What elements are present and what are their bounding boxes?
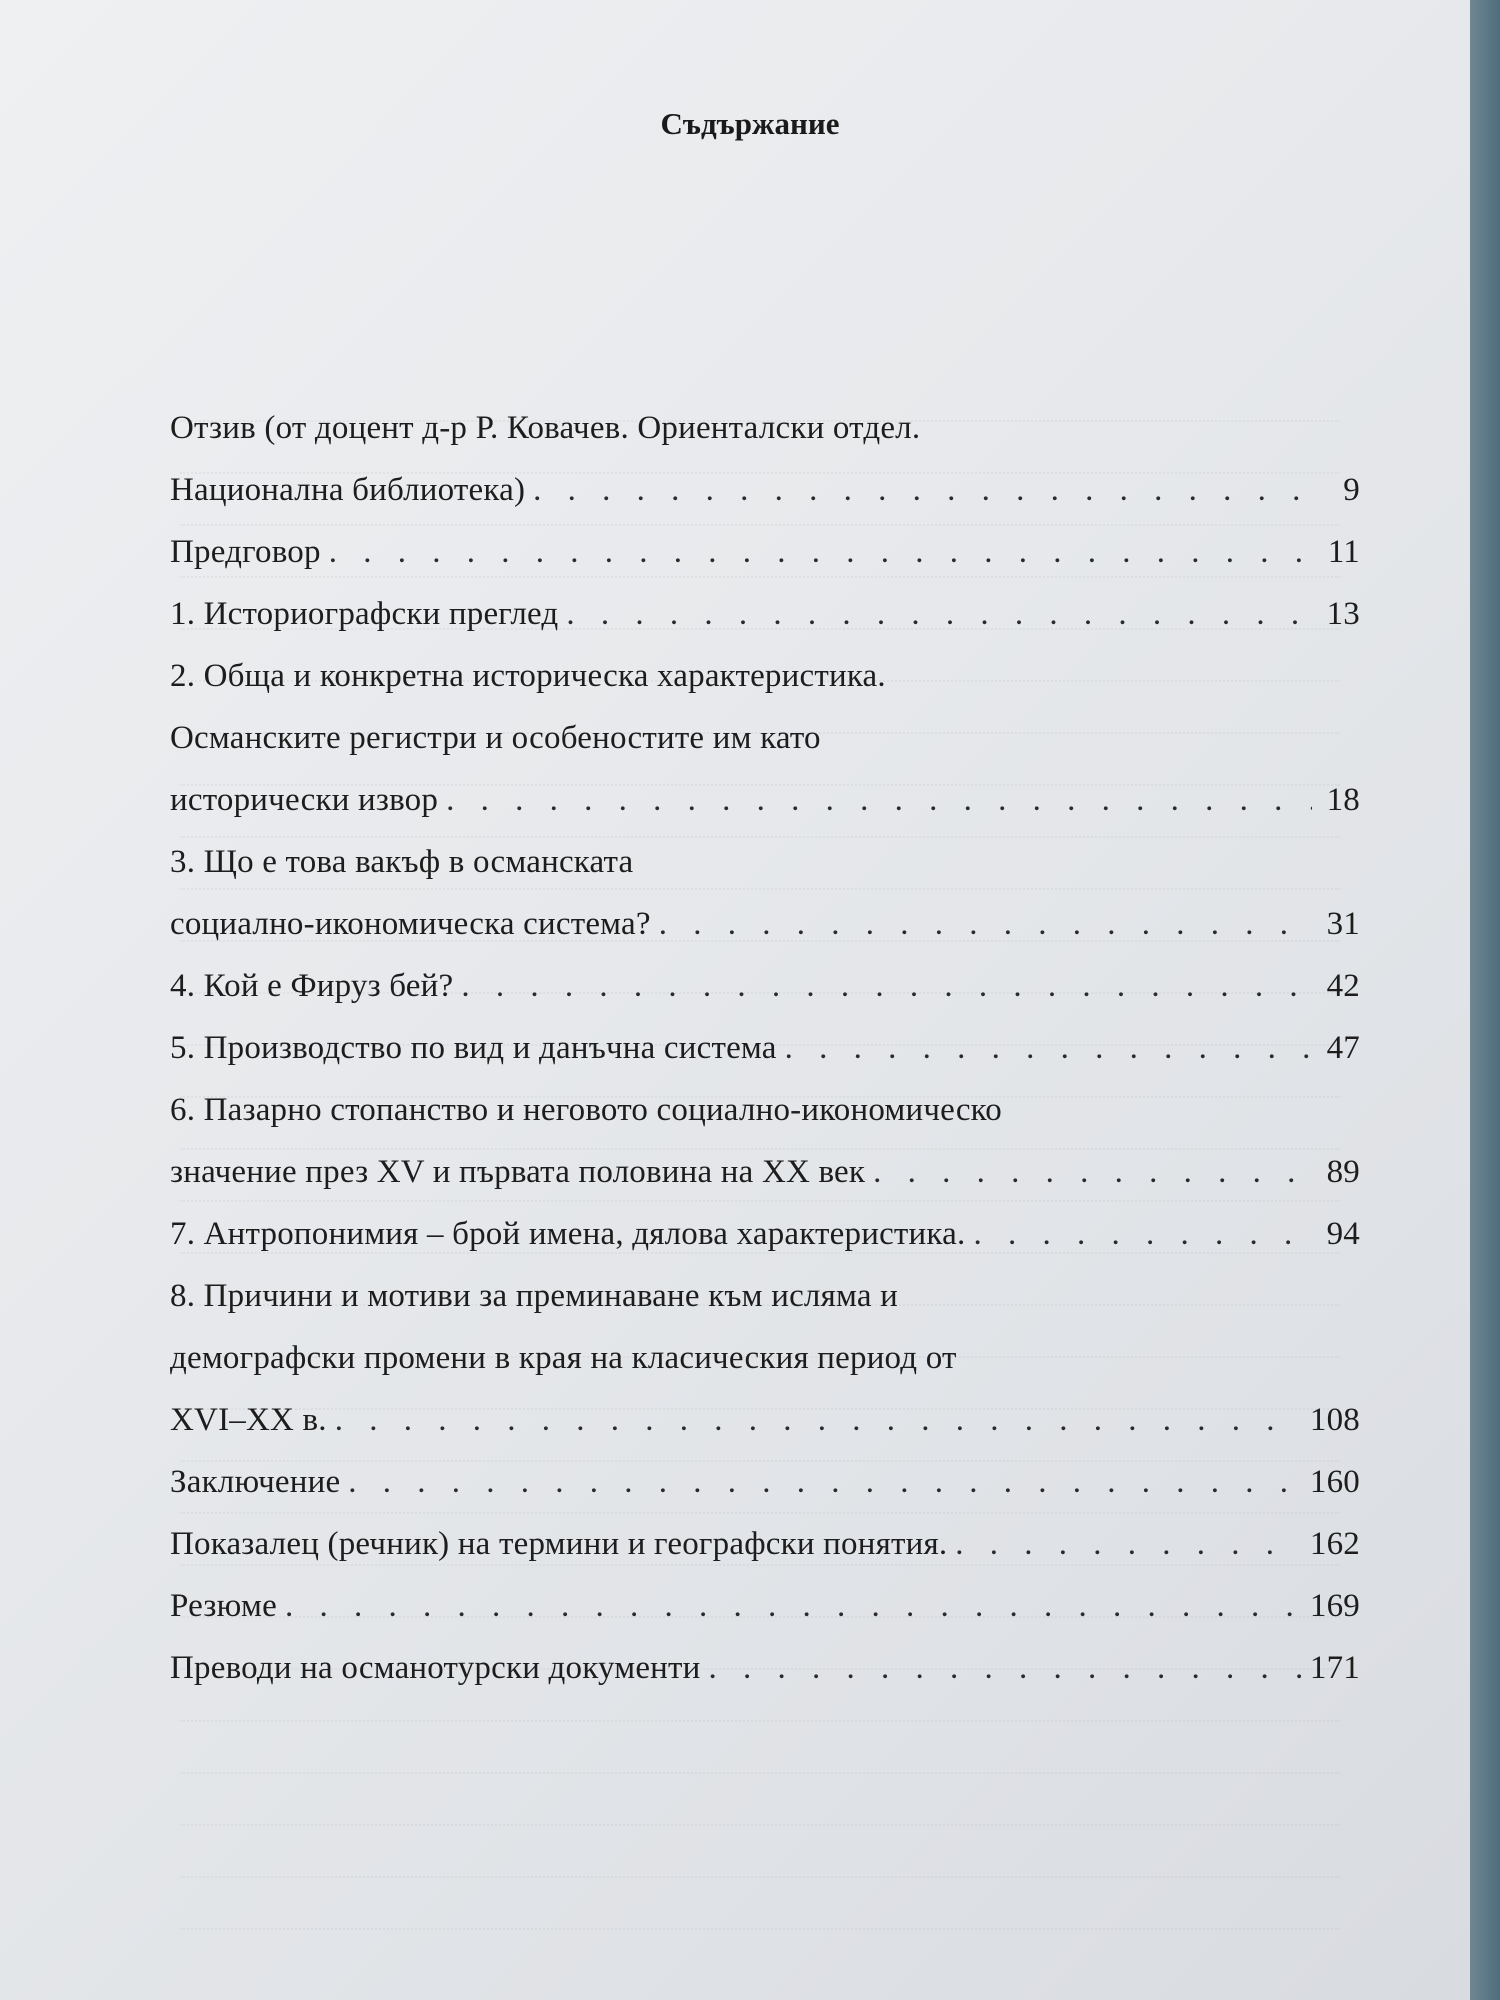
toc-entry-text: 5. Производство по вид и данъчна система bbox=[170, 1030, 777, 1066]
toc-entry-page: 160 bbox=[1309, 1464, 1360, 1500]
show-through-line bbox=[180, 1908, 1340, 1930]
toc-entry bbox=[170, 1464, 1360, 1526]
book-edge bbox=[1470, 0, 1500, 2000]
toc-entry-page: 108 bbox=[1309, 1402, 1360, 1438]
toc-entry bbox=[170, 1402, 1360, 1464]
toc-entry-text: 6. Пазарно стопанство и неговото социално-икономическо bbox=[170, 1092, 1002, 1128]
toc-entry-text: значение през XV и първата половина на XX век bbox=[170, 1154, 866, 1190]
toc-entry-text: Предговор bbox=[170, 534, 321, 570]
toc-entry bbox=[170, 844, 1360, 906]
toc-entry-page: 42 bbox=[1326, 968, 1360, 1004]
show-through-line bbox=[180, 1752, 1340, 1774]
toc-entry bbox=[170, 1588, 1360, 1650]
dot-leader bbox=[329, 534, 1312, 571]
toc-entry-text: 4. Кой е Фируз бей? bbox=[170, 968, 454, 1004]
toc-entry bbox=[170, 968, 1360, 1030]
toc-entry-page: 94 bbox=[1326, 1216, 1360, 1252]
toc-entry-page: 13 bbox=[1326, 596, 1360, 632]
toc-entry bbox=[170, 906, 1360, 968]
page-title: Съдържание bbox=[660, 106, 840, 141]
table-of-contents bbox=[170, 410, 1360, 1712]
dot-leader bbox=[955, 1526, 1302, 1563]
dot-leader bbox=[348, 1464, 1302, 1501]
dot-leader bbox=[446, 782, 1312, 819]
dot-leader bbox=[973, 1216, 1312, 1253]
dot-leader bbox=[785, 1030, 1312, 1067]
toc-entry-text: 1. Историографски преглед bbox=[170, 596, 559, 632]
toc-entry-text: 7. Антропонимия – брой имена, дялова характеристика. bbox=[170, 1216, 966, 1252]
toc-entry-text: XVI–XX в. bbox=[170, 1402, 327, 1438]
toc-entry-text: исторически извор bbox=[170, 782, 439, 818]
toc-entry-text: 2. Обща и конкретна историческа характеристика. bbox=[170, 658, 886, 694]
dot-leader bbox=[659, 906, 1312, 943]
toc-entry-text: демографски промени в края на класическия период от bbox=[170, 1340, 957, 1376]
toc-entry bbox=[170, 1340, 1360, 1402]
dot-leader bbox=[533, 472, 1312, 509]
show-through-line bbox=[180, 1856, 1340, 1878]
toc-entry bbox=[170, 596, 1360, 658]
toc-entry-text: Отзив (от доцент д-р Р. Ковачев. Ориенталски отдел. bbox=[170, 410, 921, 446]
toc-entry-text: Преводи на османотурски документи bbox=[170, 1650, 701, 1686]
toc-entry-page: 171 bbox=[1309, 1650, 1360, 1686]
toc-entry bbox=[170, 720, 1360, 782]
toc-entry bbox=[170, 410, 1360, 472]
toc-entry bbox=[170, 1030, 1360, 1092]
toc-entry-page: 11 bbox=[1327, 534, 1360, 570]
dot-leader bbox=[709, 1650, 1302, 1687]
dot-leader bbox=[873, 1154, 1312, 1191]
toc-entry-text: Национална библиотека) bbox=[170, 472, 526, 508]
toc-entry-text: Показалец (речник) на термини и географски понятия. bbox=[170, 1526, 948, 1562]
dot-leader bbox=[335, 1402, 1302, 1439]
toc-entry bbox=[170, 472, 1360, 534]
toc-entry-text: 3. Що е това вакъф в османската bbox=[170, 844, 634, 880]
toc-entry-page: 89 bbox=[1326, 1154, 1360, 1190]
toc-entry-page: 31 bbox=[1326, 906, 1360, 942]
toc-entry-page: 18 bbox=[1326, 782, 1360, 818]
toc-entry bbox=[170, 1092, 1360, 1154]
toc-entry-text: 8. Причини и мотиви за преминаване към исляма и bbox=[170, 1278, 898, 1314]
toc-entry bbox=[170, 1278, 1360, 1340]
toc-entry bbox=[170, 782, 1360, 844]
dot-leader bbox=[285, 1588, 1302, 1625]
show-through-line bbox=[180, 1804, 1340, 1826]
dot-leader bbox=[461, 968, 1312, 1005]
toc-entry-text: Резюме bbox=[170, 1588, 277, 1624]
toc-entry-text: Османските регистри и особеностите им като bbox=[170, 720, 821, 756]
toc-entry-page: 47 bbox=[1326, 1030, 1360, 1066]
toc-entry-text: социално-икономическа система? bbox=[170, 906, 651, 942]
toc-entry bbox=[170, 534, 1360, 596]
dot-leader bbox=[566, 596, 1312, 633]
toc-entry bbox=[170, 1526, 1360, 1588]
toc-entry-text: Заключение bbox=[170, 1464, 341, 1500]
toc-entry-page: 162 bbox=[1309, 1526, 1360, 1562]
toc-entry bbox=[170, 658, 1360, 720]
toc-entry bbox=[170, 1154, 1360, 1216]
toc-entry-page: 9 bbox=[1343, 472, 1360, 508]
toc-entry-page: 169 bbox=[1309, 1588, 1360, 1624]
toc-entry bbox=[170, 1216, 1360, 1278]
toc-entry bbox=[170, 1650, 1360, 1712]
